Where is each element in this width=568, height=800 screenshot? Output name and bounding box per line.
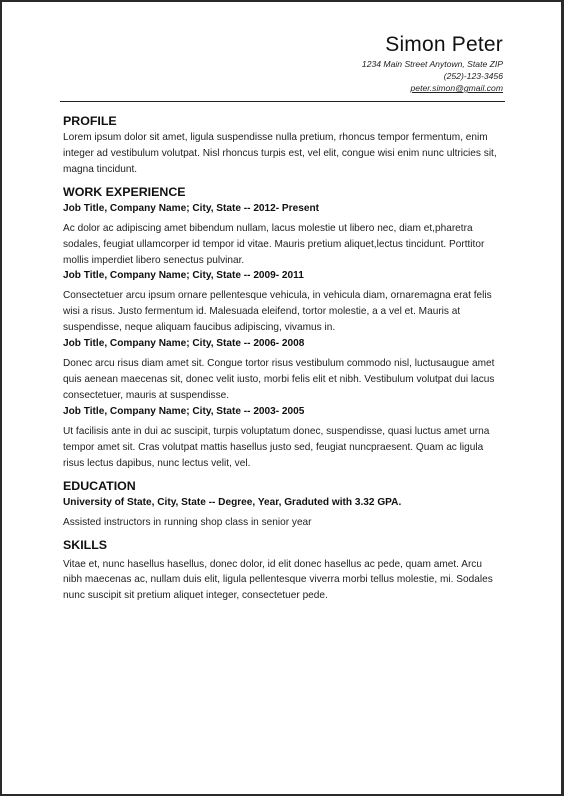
job-heading: Job Title, Company Name; City, State -- 2012- Present <box>63 202 319 214</box>
header-divider <box>60 101 505 102</box>
job-heading: Job Title, Company Name; City, State -- 2003- 2005 <box>63 405 305 417</box>
work-experience-heading: WORK EXPERIENCE <box>63 184 186 199</box>
job-heading: Job Title, Company Name; City, State -- 2009- 2011 <box>63 270 304 282</box>
job-description: Consectetuer arcu ipsum ornare pellentesque vehicula, in vehicula diam, ornaremagna erat felis wisi a risus. Justo fermentum id. Malesuada eleifend, tortor molestie, a a vel et. Mauris at suspendisse, neque aliquam faucibus adipiscing, vivamus in. <box>63 290 492 334</box>
skills-section <box>63 536 503 605</box>
job-description: Donec arcu risus diam amet sit. Congue tortor risus vestibulum commodo nisl, luctusaugue amet quis aenean maecenas sit, donec velit iusto, morbi felis elit et nibh. Vestibulum volutpat dui lacus consectetuer, mauris at suspendisse. <box>63 358 495 401</box>
work-experience-section <box>63 183 503 472</box>
job-entry <box>63 268 503 336</box>
phone: (252)-123-3456 <box>443 71 503 81</box>
education-text: Assisted instructors in running shop class in senior year <box>63 516 312 528</box>
profile-heading: PROFILE <box>63 114 117 128</box>
candidate-name: Simon Peter <box>385 33 503 56</box>
job-entry <box>63 201 503 269</box>
job-entry <box>63 336 503 404</box>
education-section <box>63 477 503 531</box>
resume-header <box>62 32 503 94</box>
address: 1234 Main Street Anytown, State ZIP <box>361 59 503 69</box>
skills-heading: SKILLS <box>63 537 108 552</box>
skills-text: Vitae et, nunc hasellus hasellus, donec dolor, id elit donec hasellus ac pede, quam amet. Arcu nibh maecenas ac, nullam duis elit, ligula pellentesque viverra morbi tellus molestie, mi. Sodales nunc suscipit sit pretium aliquet integer, consectetuer pede. <box>63 558 493 602</box>
job-description: Ac dolor ac adipiscing amet bibendum nullam, lacus molestie ut libero nec, diam et,pharetra sodales, feugiat ullamcorper id tempor id vitae. Mauris pretium aliquet,lectus tincidunt. Porttitor mollis imperdiet libero senectus pulvinar. <box>63 222 485 266</box>
resume-body <box>63 112 503 604</box>
profile-section <box>63 112 503 178</box>
education-heading: EDUCATION <box>63 478 136 493</box>
profile-text: Lorem ipsum dolor sit amet, ligula suspendisse nulla pretium, rhoncus tempor fermentum, enim integer ad vestibulum volutpat. Nisl rhoncus turpis est, vel elit, congue wisi enim nunc ultricies sit, magna tincidunt. <box>63 132 497 175</box>
job-description: Ut facilisis ante in dui ac suscipit, turpis voluptatum donec, suspendisse, quasi luctus amet urna tempor amet sit. Cras volutpat mattis hasellus justo sed, feugiat nuncpraesent. Quam ac ligula risus lectus dapibus, nunc lectus velit, vel. <box>63 425 490 469</box>
education-detail: University of State, City, State -- Degree, Year, Graduted with 3.32 GPA. <box>63 496 402 508</box>
email: peter.simon@gmail.com <box>410 83 503 93</box>
job-entry <box>63 404 503 472</box>
job-heading: Job Title, Company Name; City, State -- 2006- 2008 <box>63 338 305 350</box>
